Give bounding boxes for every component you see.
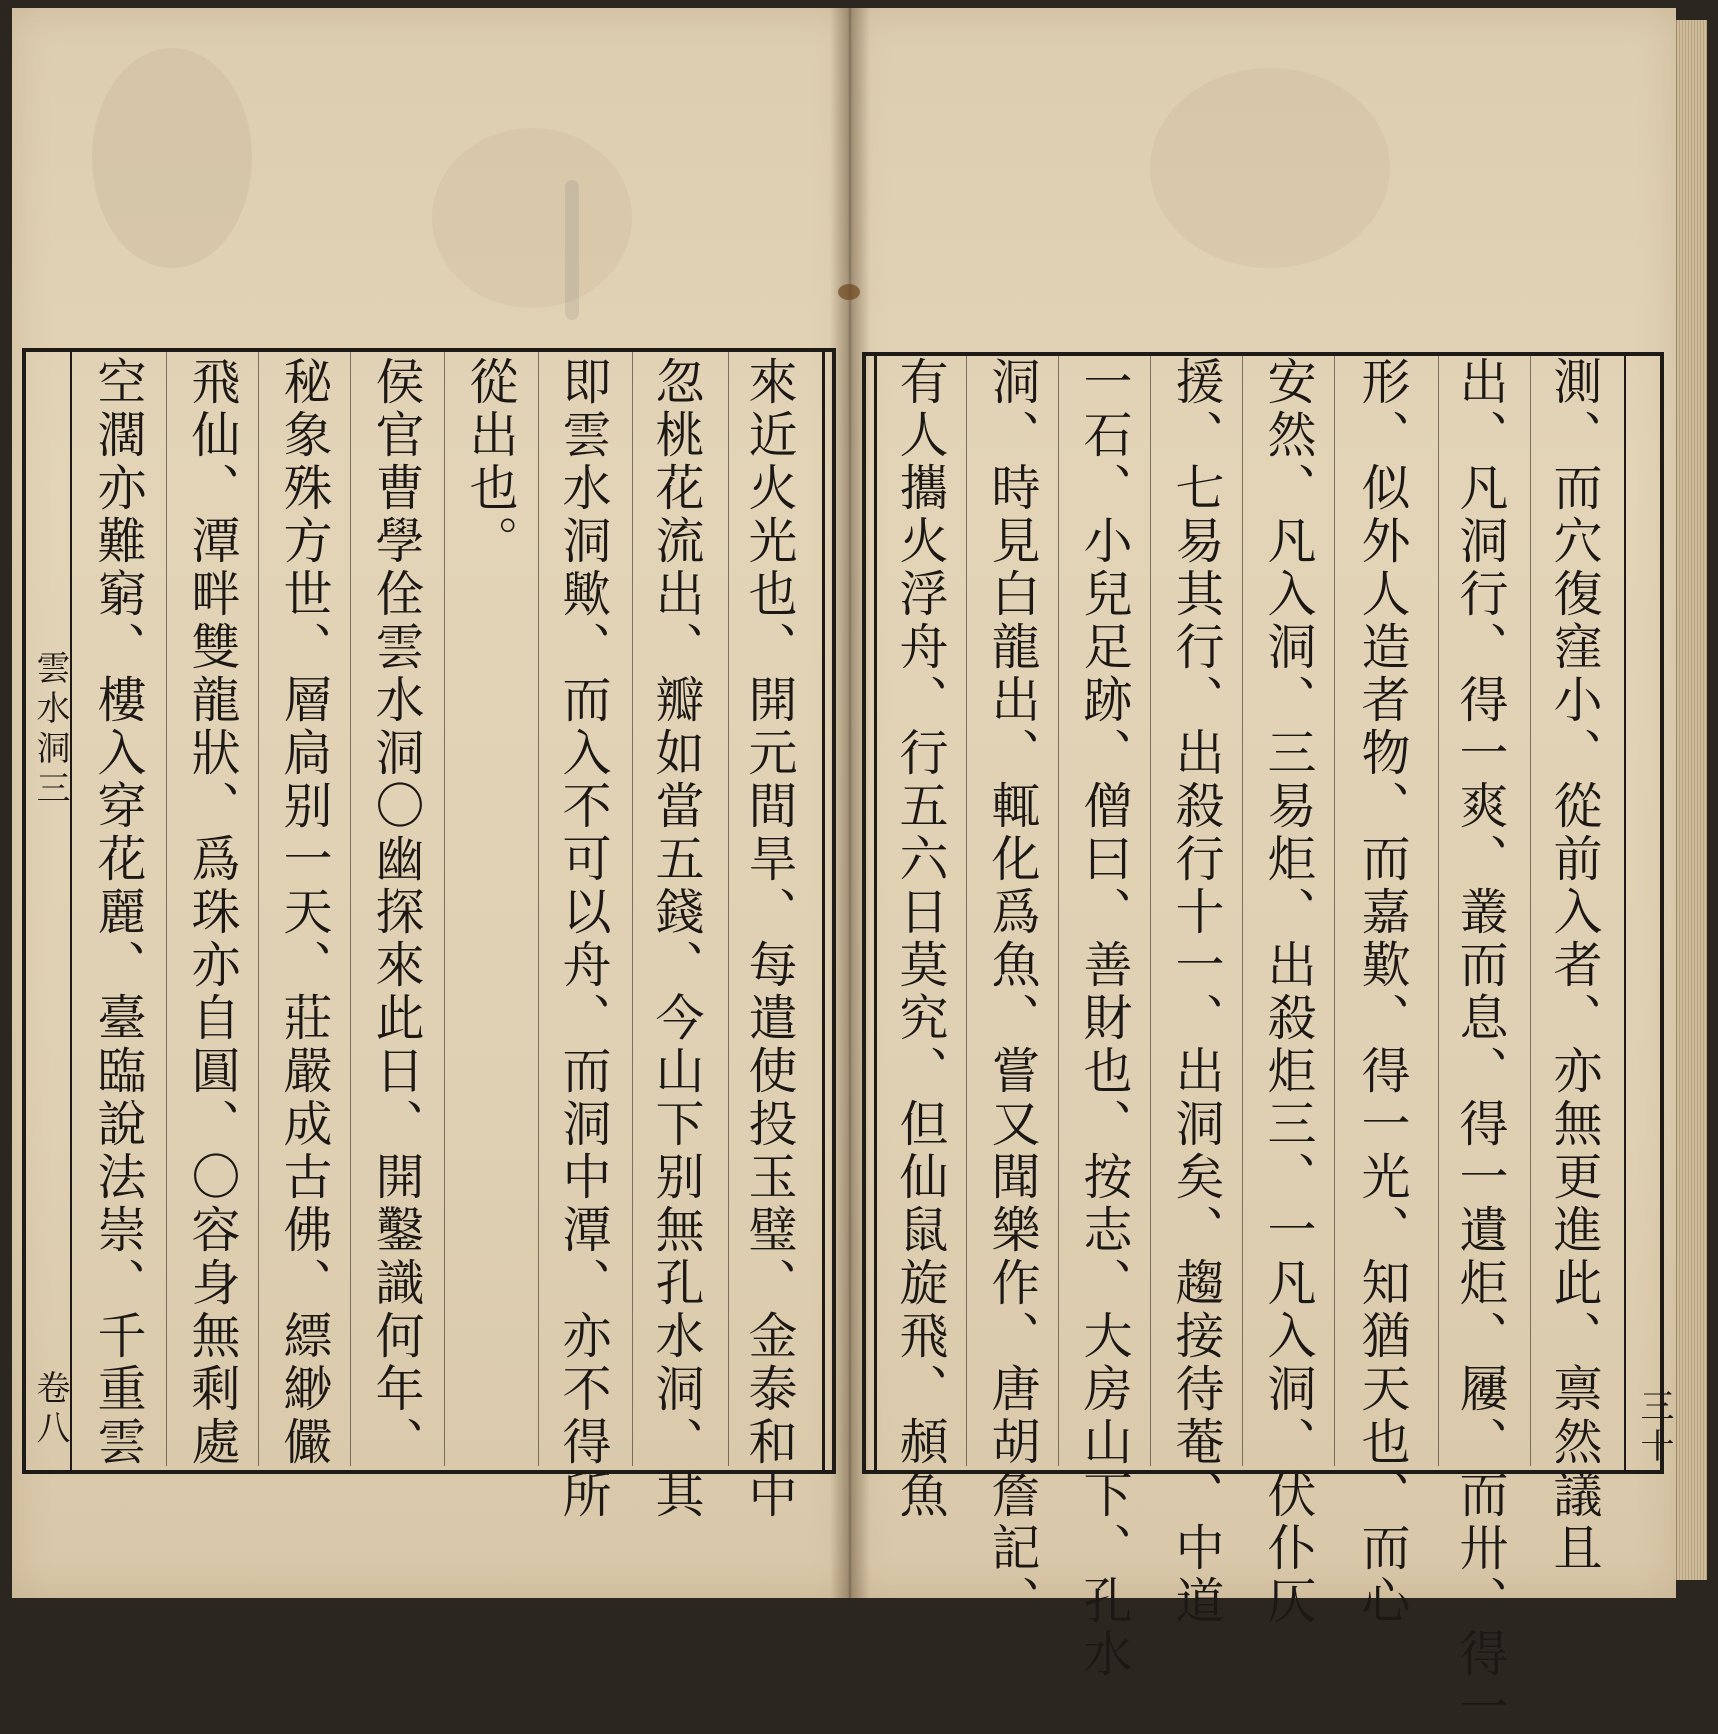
text-column-right-3: 形、似外人造者物、而嘉歎、得一光、知猶天也、而心 bbox=[1354, 356, 1411, 1628]
text-column-left-8: 空濶亦難窮、樓入穿花麗、臺臨說法崇、千重雲 bbox=[90, 356, 147, 1469]
right-frame-inner-rule bbox=[1624, 356, 1626, 1470]
text-column-right-6: 一石、小兒足跡、僧曰、善財也、按志、大房山下、孔水 bbox=[1076, 356, 1133, 1681]
text-column-right-7: 洞、時見白龍出、輒化爲魚、嘗又聞樂作、唐胡詹記、 bbox=[984, 356, 1041, 1628]
left-frame-right-double-rule bbox=[822, 352, 825, 1470]
ink-smudge bbox=[565, 180, 579, 320]
text-column-right-4: 安然、凡入洞、三易炬、出殺炬三、一凡入洞、伏仆仄 bbox=[1260, 356, 1317, 1628]
text-column-left-6: 秘象殊方世、層扃别一天、莊嚴成古佛、縹緲儼 bbox=[276, 356, 333, 1469]
fold-title: 雲水洞三 bbox=[30, 650, 70, 810]
text-column-right-1: 測、而穴復窪小、從前入者、亦無更進此、禀然議且 bbox=[1546, 356, 1603, 1575]
page-number: 三十 bbox=[1634, 1388, 1674, 1468]
volume-label: 卷八 bbox=[30, 1370, 70, 1450]
text-column-left-7: 飛仙、潭畔雙龍狀、爲珠亦自圓、〇容身無剩處 bbox=[184, 356, 241, 1469]
text-column-left-2: 忽桃花流出、瓣如當五錢、今山下别無孔水洞、其 bbox=[648, 356, 705, 1522]
text-column-left-1: 來近火光也、開元間旱、每遣使投玉璧、金泰和中 bbox=[741, 356, 798, 1522]
text-column-left-3: 即雲水洞歟、而入不可以舟、而洞中潭、亦不得所 bbox=[555, 356, 612, 1522]
text-column-right-5: 援、七易其行、出殺行十一、出洞矣、趨接待菴、中道 bbox=[1168, 356, 1225, 1628]
right-frame-left-double-rule bbox=[874, 356, 877, 1470]
page-edges bbox=[1676, 20, 1707, 1580]
text-column-right-8: 有人攜火浮舟、行五六日莫究、但仙鼠旋飛、頳魚 bbox=[892, 356, 949, 1522]
left-frame-inner-rule bbox=[70, 352, 72, 1470]
text-column-left-4: 從出也。 bbox=[462, 356, 519, 568]
text-column-left-5: 侯官曹學佺雲水洞〇幽探來此日、開鑿識何年、 bbox=[368, 356, 425, 1469]
text-column-right-2: 出、凡洞行、得一爽、叢而息、得一遺炬、屨、而卅、得一 bbox=[1452, 356, 1509, 1734]
